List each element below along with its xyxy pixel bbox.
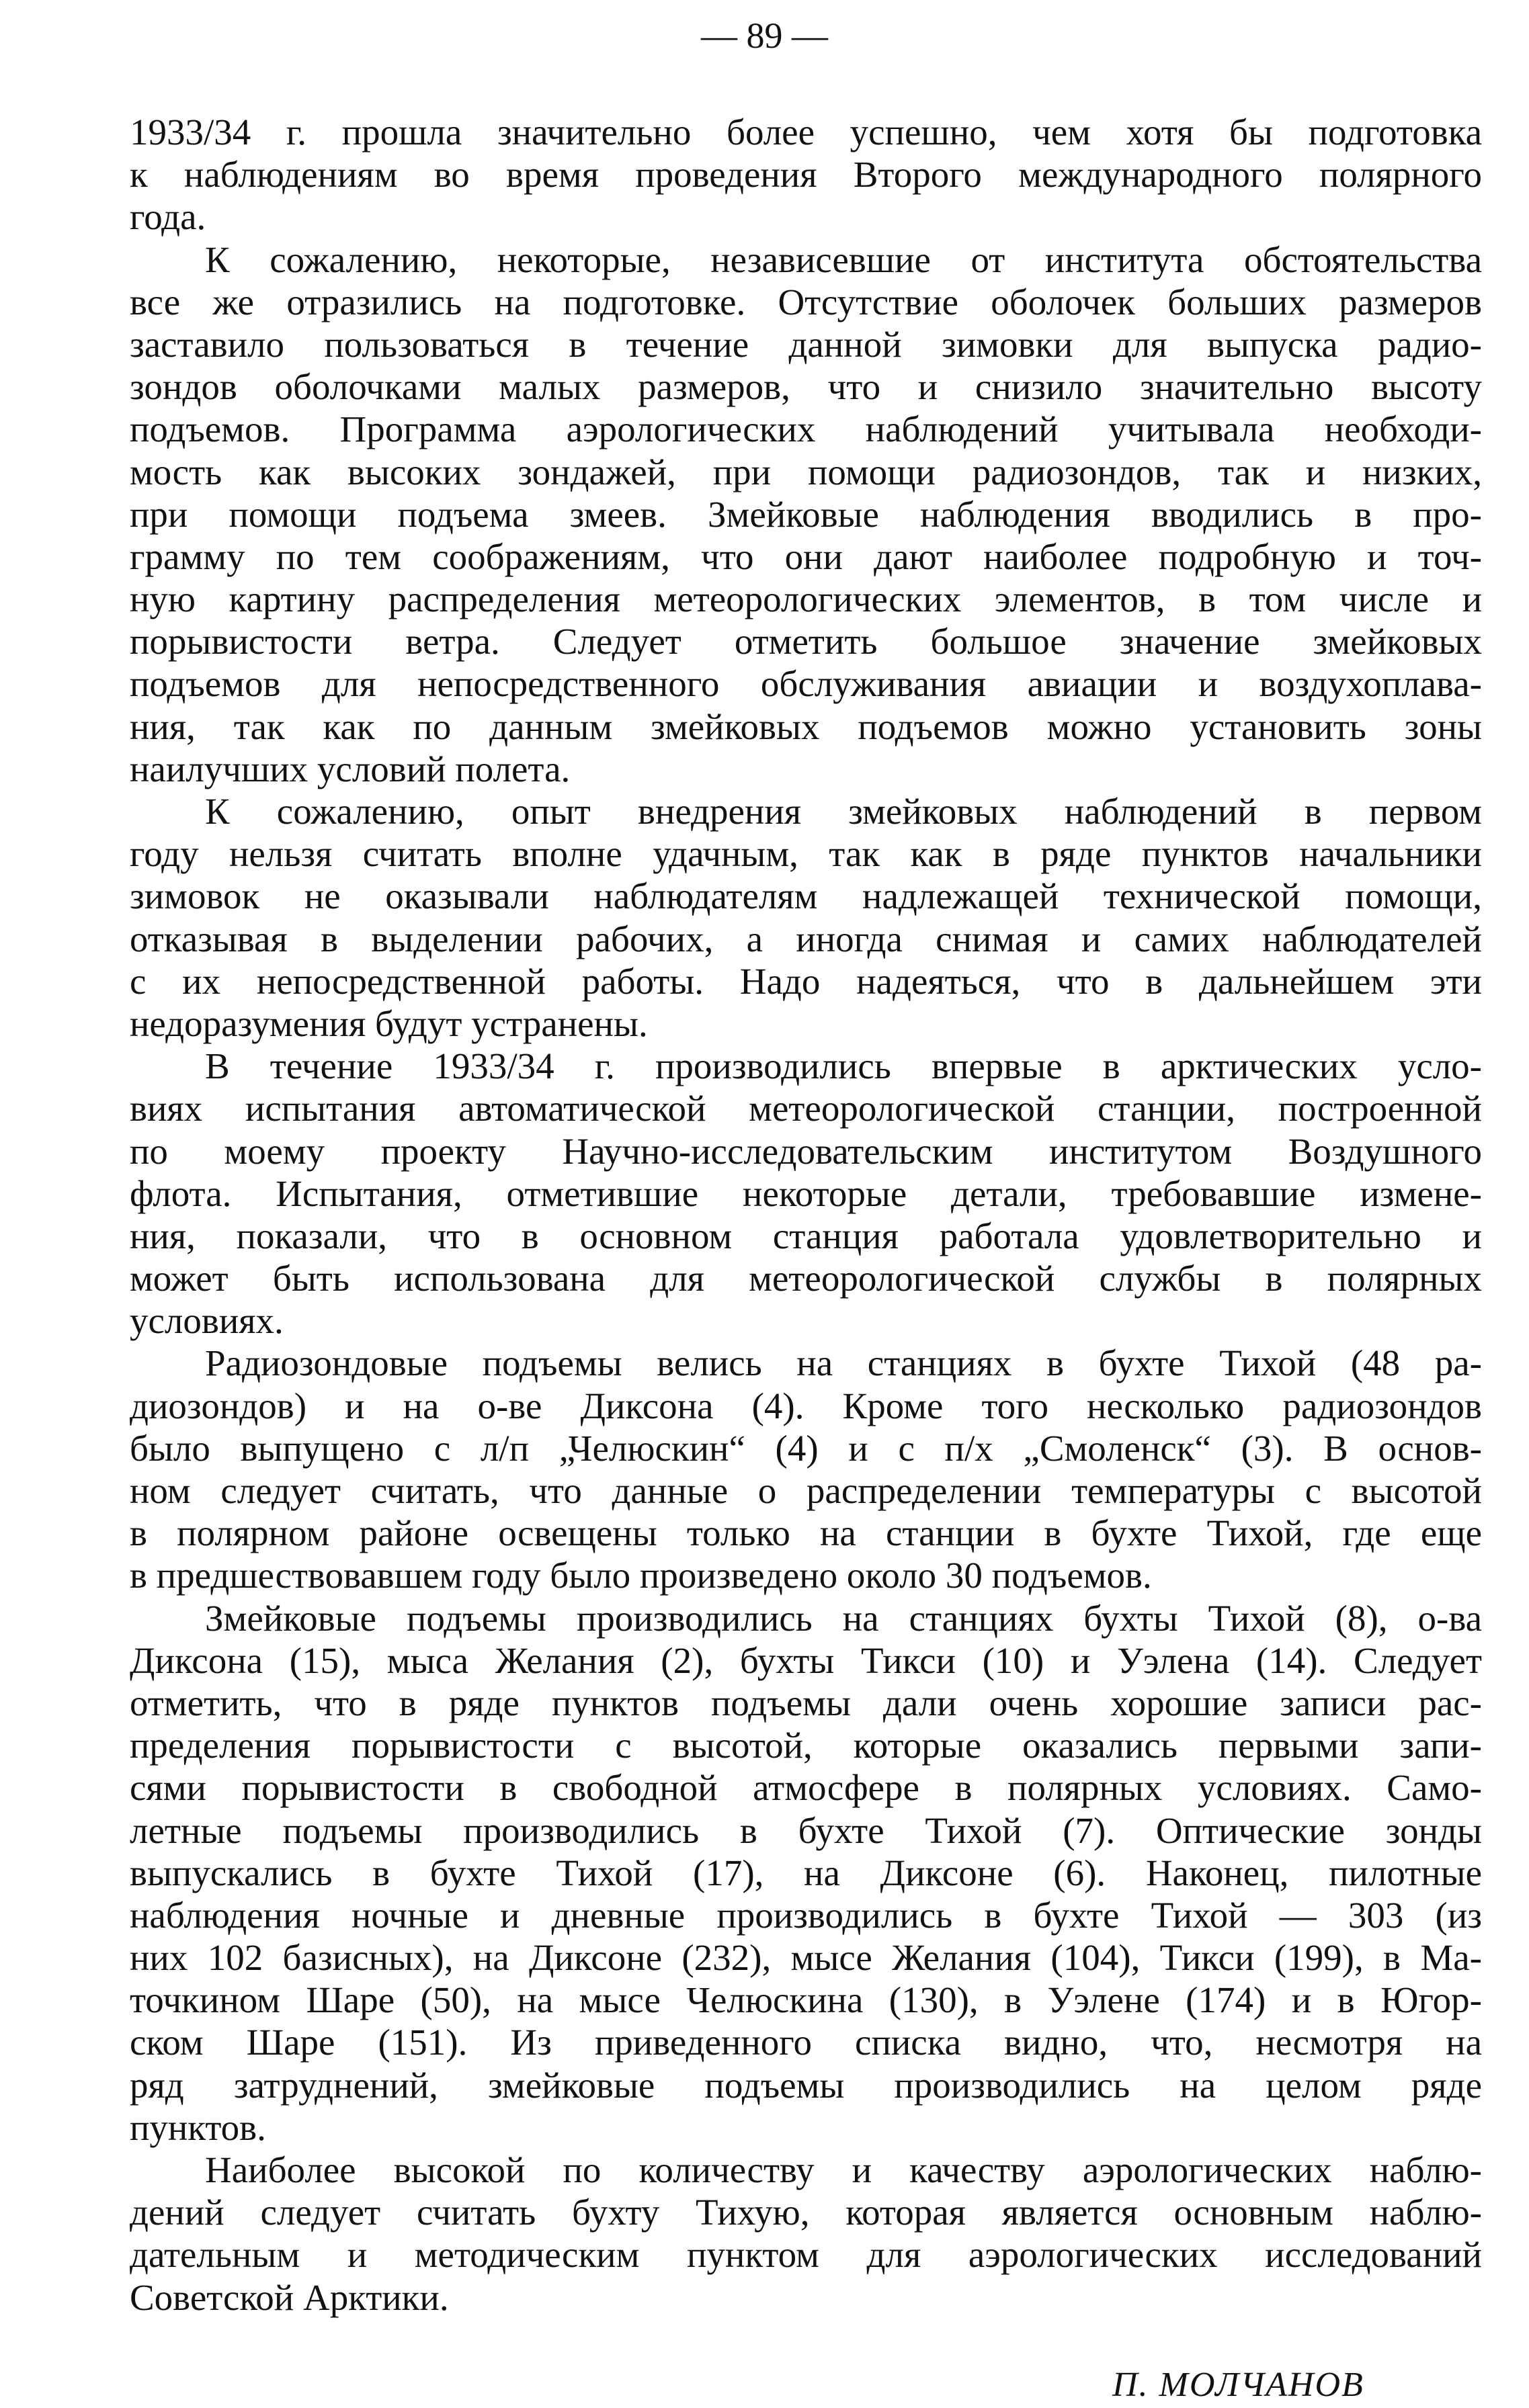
text-line: к наблюдениям во время проведения Второго международного полярного — [130, 154, 1482, 196]
text-line: зимовок не оказывали наблюдателям надлежащей технической помощи, — [130, 875, 1482, 917]
text-line: наилучших условий полета. — [130, 748, 571, 789]
text-line: флота. Испытания, отметившие некоторые детали, требовавшие измене- — [130, 1172, 1482, 1214]
text-line: диозондов) и на о-ве Диксона (4). Кроме того несколько радиозондов — [130, 1385, 1482, 1426]
text-line: виях испытания автоматической метеорологической станции, построенной — [130, 1088, 1482, 1129]
text-line: Диксона (15), мыса Желания (2), бухты Тикси (10) и Уэлена (14). Следует — [130, 1639, 1482, 1681]
text-line: грамму по тем соображениям, что они дают наиболее подробную и точ- — [130, 535, 1482, 577]
text-line: отказывая в выделении рабочих, а иногда снимая и самих наблюдателей — [130, 918, 1482, 959]
text-line: с их непосредственной работы. Надо надеяться, что в дальнейшем эти — [130, 960, 1482, 1002]
text-line: ном следует считать, что данные о распределении температуры с высотой — [130, 1470, 1482, 1511]
text-line: них 102 базисных), на Диксоне (232), мысе Желания (104), Тикси (199), в Ма- — [130, 1937, 1482, 1979]
text-line: может быть использована для метеорологической службы в полярных — [130, 1258, 1482, 1299]
paragraph — [130, 111, 1482, 239]
text-line: ском Шаре (151). Из приведенного списка видно, что, несмотря на — [130, 2022, 1482, 2063]
text-line: летные подъемы производились в бухте Тихой (7). Оптические зонды — [130, 1809, 1482, 1851]
text-line: К сожалению, опыт внедрения змейковых наблюдений в первом — [205, 791, 1482, 832]
paragraph — [130, 2149, 1482, 2319]
text-line: Радиозондовые подъемы велись на станциях в бухте Тихой (48 ра- — [205, 1342, 1482, 1384]
text-line: точкином Шаре (50), на мысе Челюскина (130), в Уэлене (174) и в Югор- — [130, 1979, 1482, 2021]
text-line: К сожалению, некоторые, независевшие от института обстоятельства — [205, 239, 1482, 280]
text-line: году нельзя считать вполне удачным, так как в ряде пунктов начальники — [130, 833, 1482, 875]
page-number: — 89 — — [701, 15, 828, 56]
text-line: при помощи подъема змеев. Змейковые наблюдения вводились в про- — [130, 493, 1482, 535]
text-line: Советской Арктики. — [130, 2276, 449, 2318]
text-line: недоразумения будут устранены. — [130, 1002, 648, 1044]
text-line: пунктов. — [130, 2106, 266, 2148]
text-line: зондов оболочками малых размеров, что и снизило значительно высоту — [130, 366, 1482, 408]
paragraph — [130, 239, 1482, 790]
text-line: наблюдения ночные и дневные производились в бухте Тихой — 303 (из — [130, 1894, 1482, 1936]
text-line: порывистости ветра. Следует отметить большое значение змейковых — [130, 621, 1482, 662]
text-line: в предшествовавшем году было произведено около 30 подъемов. — [130, 1555, 1152, 1596]
text-line: было выпущено с л/п „Челюскин“ (4) и с п/х „Смоленск“ (3). В основ- — [130, 1427, 1482, 1469]
text-line: Змейковые подъемы производились на станциях бухты Тихой (8), о-ва — [205, 1597, 1482, 1639]
text-line: подъемов для непосредственного обслуживания авиации и воздухоплава- — [130, 663, 1482, 705]
text-line: года. — [130, 196, 206, 238]
paragraph — [130, 1597, 1482, 2149]
text-line: мость как высоких зондажей, при помощи радиозондов, так и низких, — [130, 451, 1482, 492]
text-line: дательным и методическим пунктом для аэрологических исследований — [130, 2234, 1482, 2276]
text-line: дений следует считать бухту Тихую, которая является основным наблю- — [130, 2192, 1482, 2233]
paragraph — [130, 790, 1482, 1045]
text-line: ную картину распределения метеорологических элементов, в том числе и — [130, 578, 1482, 620]
text-line: сями порывистости в свободной атмосфере в полярных условиях. Само- — [130, 1767, 1482, 1809]
text-line: ния, так как по данным змейковых подъемов можно установить зоны — [130, 705, 1482, 747]
author-signature: П. МОЛЧАНОВ — [1112, 2366, 1364, 2404]
text-line: Наиболее высокой по количеству и качеству аэрологических наблю- — [205, 2149, 1482, 2190]
text-line: в полярном районе освещены только на станции в бухте Тихой, где еще — [130, 1512, 1482, 1554]
paragraph — [130, 1045, 1482, 1342]
body-text — [130, 111, 1482, 2319]
text-line: по моему проекту Научно-исследовательским институтом Воздушного — [130, 1130, 1482, 1172]
text-line: подъемов. Программа аэрологических наблюдений учитывала необходи- — [130, 408, 1482, 450]
text-line: отметить, что в ряде пунктов подъемы дали очень хорошие записи рас- — [130, 1682, 1482, 1723]
text-line: все же отразились на подготовке. Отсутствие оболочек больших размеров — [130, 281, 1482, 322]
text-line: В течение 1933/34 г. производились впервые в арктических усло- — [205, 1045, 1482, 1087]
text-line: 1933/34 г. прошла значительно более успешно, чем хотя бы подготовка — [130, 112, 1482, 153]
text-line: выпускались в бухте Тихой (17), на Диксоне (6). Наконец, пилотные — [130, 1852, 1482, 1893]
text-line: ния, показали, что в основном станция работала удовлетворительно и — [130, 1215, 1482, 1256]
text-line: условиях. — [130, 1300, 284, 1342]
paragraph — [130, 1342, 1482, 1596]
text-line: ряд затруднений, змейковые подъемы производились на целом ряде — [130, 2064, 1482, 2106]
text-line: пределения порывистости с высотой, которые оказались первыми запи- — [130, 1725, 1482, 1766]
text-line: заставило пользоваться в течение данной зимовки для выпуска радио- — [130, 323, 1482, 365]
